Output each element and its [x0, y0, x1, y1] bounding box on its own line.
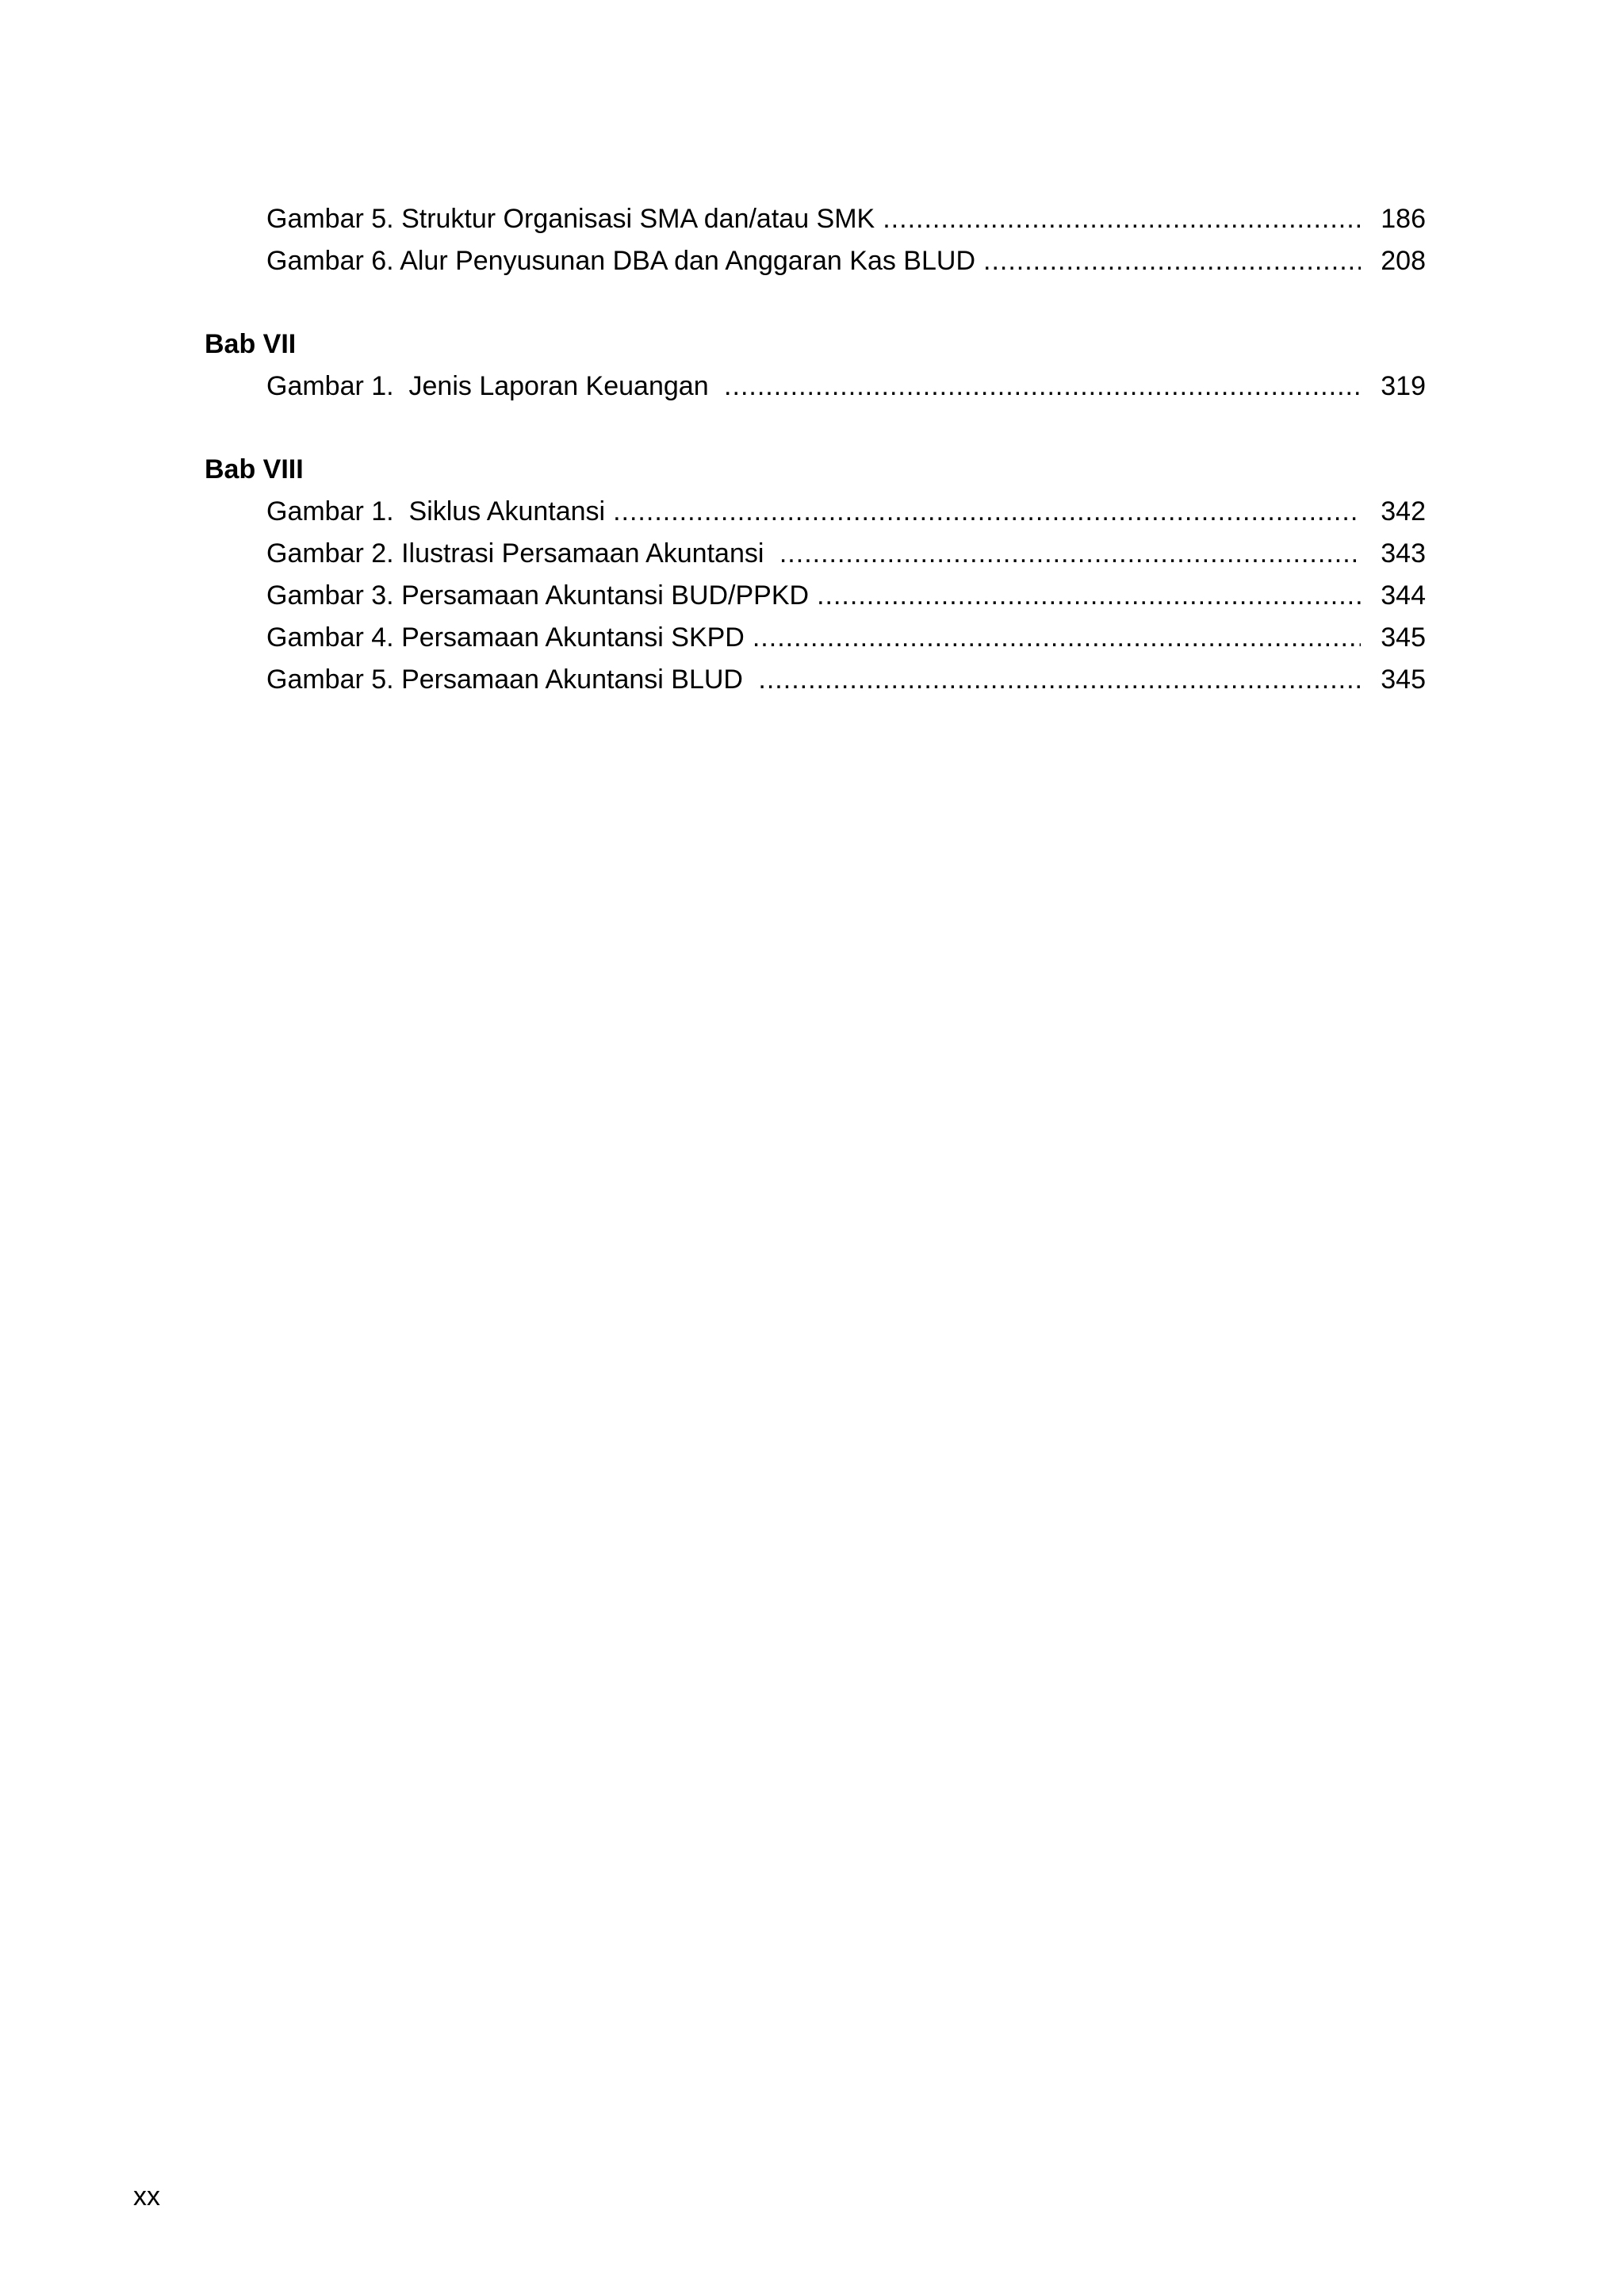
dot-leader: [724, 366, 1361, 408]
dot-leader: [753, 617, 1361, 659]
toc-section-bab-viii: [205, 449, 1426, 701]
page-number: xx: [133, 2181, 160, 2211]
toc-entry-page: 342: [1381, 496, 1426, 527]
toc-entry-label: Gambar 1. Siklus Akuntansi: [266, 496, 606, 527]
dot-leader: [758, 659, 1361, 701]
toc-entry: [205, 198, 1426, 240]
toc-entry: [205, 240, 1426, 282]
toc-entry-page: 208: [1381, 246, 1426, 276]
toc-entry-label: Gambar 3. Persamaan Akuntansi BUD/PPKD: [266, 580, 810, 611]
section-heading: Bab VIII: [205, 454, 304, 484]
section-heading: Bab VII: [205, 329, 297, 359]
toc-entry-page: 186: [1381, 204, 1426, 234]
toc-entry: [205, 491, 1426, 533]
toc-entry-page: 345: [1381, 664, 1426, 695]
toc-entry: [205, 366, 1426, 408]
dot-leader: [883, 198, 1361, 240]
toc-entry: [205, 575, 1426, 617]
dot-leader: [817, 575, 1361, 617]
toc-section-continued: [205, 198, 1426, 282]
toc-entry: [205, 659, 1426, 701]
toc-entry-page: 319: [1381, 371, 1426, 401]
toc-section-bab-vii: [205, 324, 1426, 408]
toc-entry-page: 343: [1381, 538, 1426, 569]
dot-leader: [613, 491, 1361, 533]
toc-entry-label: Gambar 1. Jenis Laporan Keuangan: [266, 371, 717, 401]
toc-entry-label: Gambar 6. Alur Penyusunan DBA dan Anggaran Kas BLUD: [266, 246, 975, 276]
toc-entry-label: Gambar 5. Persamaan Akuntansi BLUD: [266, 664, 751, 695]
toc-entry-label: Gambar 4. Persamaan Akuntansi SKPD: [266, 622, 745, 653]
dot-leader: [983, 240, 1361, 282]
dot-leader: [779, 533, 1361, 575]
toc-entry-page: 345: [1381, 622, 1426, 653]
toc-entry: [205, 617, 1426, 659]
toc-entry-page: 344: [1381, 580, 1426, 611]
toc-entry-label: Gambar 2. Ilustrasi Persamaan Akuntansi: [266, 538, 772, 569]
toc-entry-label: Gambar 5. Struktur Organisasi SMA dan/atau SMK: [266, 204, 875, 234]
toc-entry: [205, 533, 1426, 575]
list-of-figures: [205, 198, 1426, 742]
